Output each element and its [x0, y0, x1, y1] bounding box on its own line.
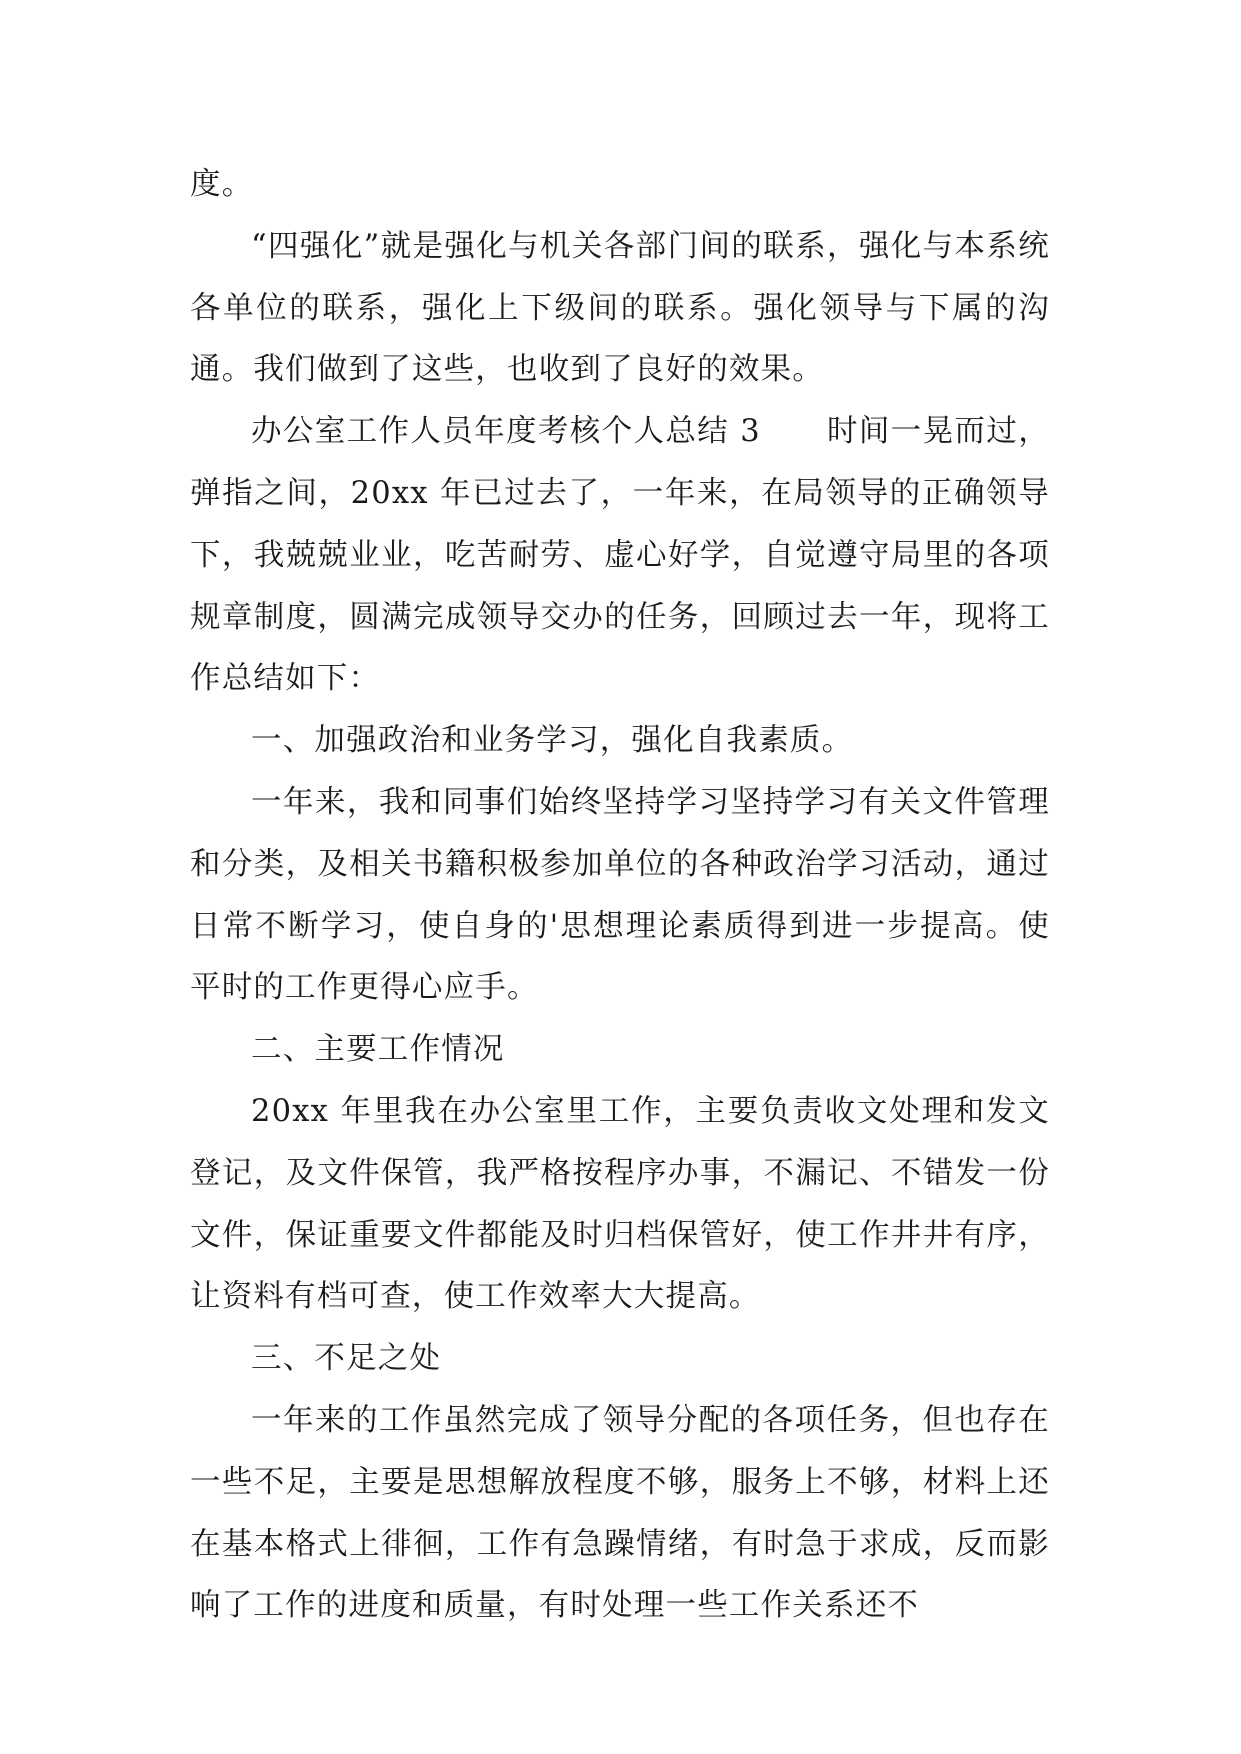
- heading-shortcomings: 三、不足之处: [251, 1341, 442, 1377]
- heading-study: 一、加强政治和业务学习，强化自我素质。: [251, 723, 854, 759]
- document-body: [190, 154, 1050, 1637]
- section-heading: 办公室工作人员年度考核个人总结 3: [251, 414, 761, 450]
- heading-main-work: 二、主要工作情况: [251, 1032, 505, 1068]
- paragraph-continuation: 度。: [190, 167, 254, 202]
- paragraph-four-strengthen: “四强化”就是强化与机关各部门间的联系，强化与本系统各单位的联系，强化上下级间的联系。强化领导与下属的沟通。我们做到了这些，也收到了良好的效果。: [190, 228, 1050, 388]
- paragraph-study: 一年来，我和同事们始终坚持学习坚持学习有关文件管理和分类，及相关书籍积极参加单位的各种政治学习活动，通过日常不断学习，使自身的'思想理论素质得到进一步提高。使平时的工作更得心应手。: [190, 784, 1050, 1006]
- paragraph-main-work: 20xx 年里我在办公室里工作，主要负责收文处理和发文登记，及文件保管，我严格按程序办事，不漏记、不错发一份文件，保证重要文件都能及时归档保管好，使工作井井有序，让资料有档可查，使工作效率大大提高。: [190, 1093, 1050, 1315]
- section-heading-body: 时间一晃而过，弹指之间，20xx 年已过去了，一年来，在局领导的正确领导下，我兢兢业业，吃苦耐劳、虚心好学，自觉遵守局里的各项规章制度，圆满完成领导交办的任务，回顾过去一年，现将工作总结如下：: [190, 414, 1051, 697]
- paragraph-summary-intro: [190, 401, 1050, 710]
- paragraph-shortcomings: 一年来的工作虽然完成了领导分配的各项任务，但也存在一些不足，主要是思想解放程度不够，服务上不够，材料上还在基本格式上徘徊，工作有急躁情绪，有时急于求成，反而影响了工作的进度和质量，有时处理一些工作关系还不: [190, 1402, 1050, 1624]
